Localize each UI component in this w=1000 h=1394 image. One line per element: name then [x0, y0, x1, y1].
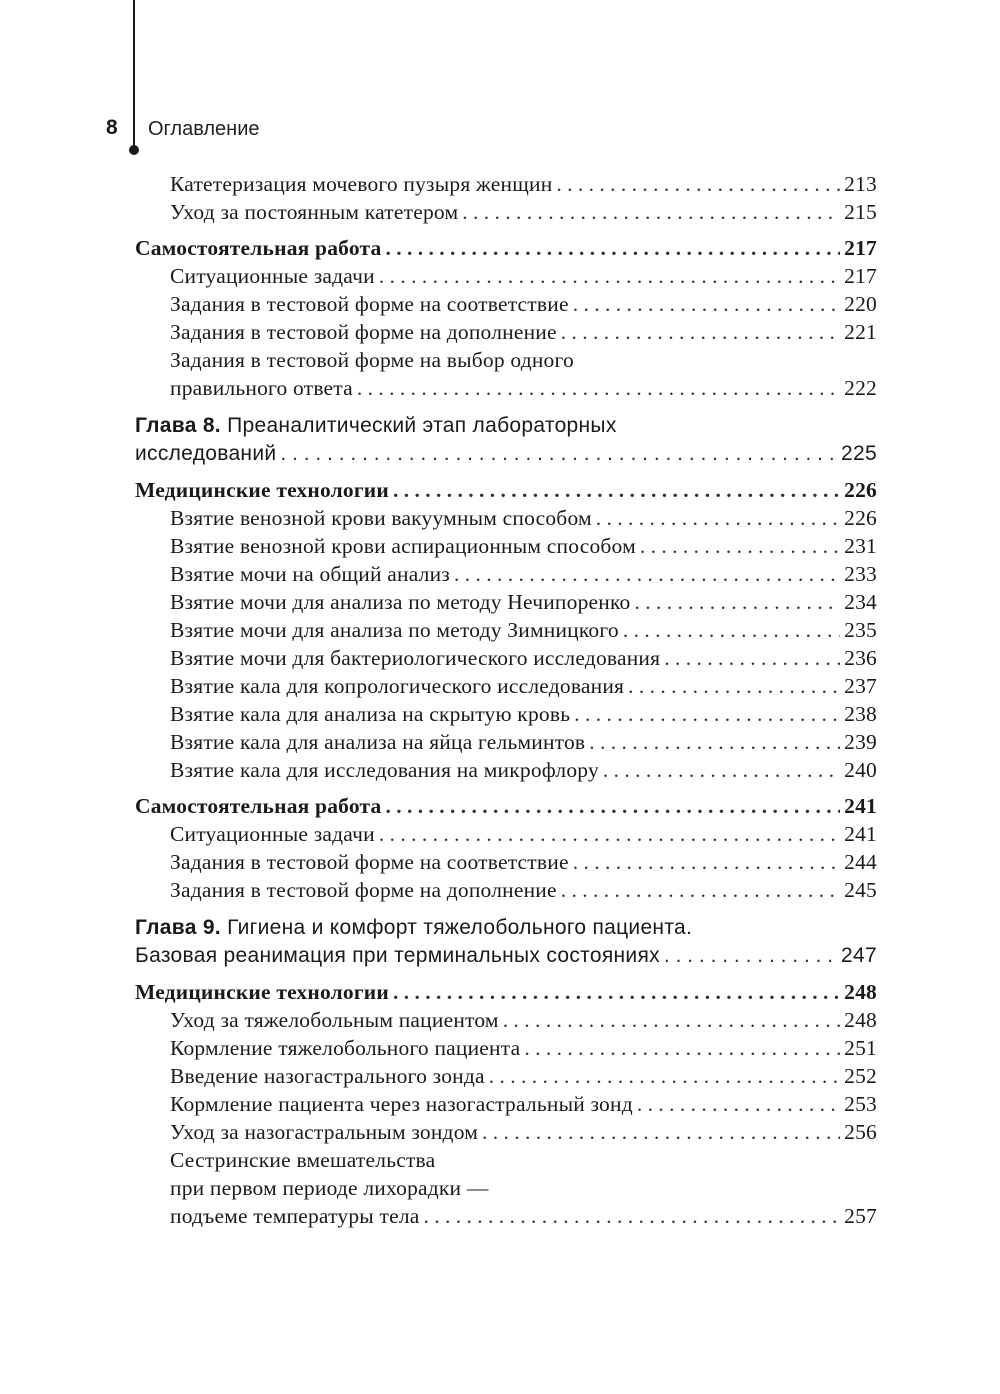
- toc-section-title: Медицинские технологии: [135, 980, 389, 1004]
- toc-section-title: Медицинские технологии: [135, 478, 389, 502]
- dot-leader: [561, 876, 840, 904]
- dot-leader: [454, 560, 840, 588]
- toc-entry-title: Взятие кала для анализа на скрытую кровь: [170, 702, 571, 726]
- toc-entry-title: Задания в тестовой форме на соответствие: [170, 292, 569, 316]
- toc-entry-page: 235: [844, 618, 877, 642]
- toc-entry-page: 257: [844, 1204, 877, 1228]
- dot-leader: [573, 290, 840, 318]
- toc-entry-title: Задания в тестовой форме на дополнение: [170, 878, 557, 902]
- toc-entry-title: Взятие кала для копрологического исследования: [170, 674, 625, 698]
- dot-leader: [589, 728, 840, 756]
- chapter-title: исследований: [135, 442, 277, 465]
- toc-entry: [135, 1006, 877, 1034]
- toc-entry-page: 256: [844, 1120, 877, 1144]
- dot-leader: [385, 792, 840, 820]
- dot-leader: [503, 1006, 840, 1034]
- toc-entry-page: 233: [844, 562, 877, 586]
- toc-entry-title: Взятие мочи для анализа по методу Нечипоренко: [170, 590, 631, 614]
- toc-entry-title: Взятие мочи для анализа по методу Зимницкого: [170, 618, 619, 642]
- toc-entry-title-line: Сестринские вмешательства: [170, 1148, 436, 1172]
- toc-section-page: 241: [844, 794, 877, 818]
- toc-entry: [135, 728, 877, 756]
- table-of-contents: [135, 170, 877, 1230]
- toc-entry-page: 234: [844, 590, 877, 614]
- dot-leader: [573, 848, 840, 876]
- toc-entry-page: 240: [844, 758, 877, 782]
- toc-entry: [135, 262, 877, 290]
- toc-section-title: Самостоятельная работа: [135, 794, 382, 818]
- toc-entry-page: 241: [844, 822, 877, 846]
- dot-leader: [640, 532, 840, 560]
- dot-leader: [637, 1090, 840, 1118]
- dot-leader: [628, 672, 840, 700]
- chapter-page: 247: [841, 944, 877, 967]
- toc-entry-title: Ситуационные задачи: [170, 822, 375, 846]
- chapter-page: 225: [841, 442, 877, 465]
- toc-entry-title: Задания в тестовой форме на дополнение: [170, 320, 557, 344]
- toc-entry-title: Кормление пациента через назогастральный зонд: [170, 1092, 633, 1116]
- dot-leader: [462, 198, 840, 226]
- dot-leader: [664, 942, 837, 970]
- dot-leader: [357, 374, 840, 402]
- toc-entry: [135, 848, 877, 876]
- dot-leader: [379, 262, 840, 290]
- toc-entry: [135, 588, 877, 616]
- toc-entry: [135, 756, 877, 784]
- dot-leader: [393, 476, 840, 504]
- toc-entry: [135, 644, 877, 672]
- running-title: Оглавление: [148, 118, 260, 140]
- chapter-title-line: Преаналитический этап лабораторных: [227, 414, 617, 437]
- toc-entry: [135, 318, 877, 346]
- dot-leader: [623, 616, 840, 644]
- toc-entry: [135, 616, 877, 644]
- toc-entry-page: 226: [844, 506, 877, 530]
- toc-entry-page: 252: [844, 1064, 877, 1088]
- toc-entry-page: 253: [844, 1092, 877, 1116]
- toc-entry-title: Уход за постоянным катетером: [170, 200, 459, 224]
- dot-leader: [524, 1034, 840, 1062]
- dot-leader: [379, 820, 840, 848]
- toc-entry-title: Взятие кала для анализа на яйца гельминтов: [170, 730, 586, 754]
- toc-section: [135, 234, 877, 262]
- toc-entry-page: 244: [844, 850, 877, 874]
- toc-entry-title: Взятие мочи для бактериологического исследования: [170, 646, 661, 670]
- toc-chapter: [135, 914, 877, 970]
- toc-entry: [135, 170, 877, 198]
- toc-entry-title: Задания в тестовой форме на соответствие: [170, 850, 569, 874]
- toc-entry: [135, 504, 877, 532]
- dot-leader: [424, 1202, 841, 1230]
- dot-leader: [385, 234, 840, 262]
- toc-entry-page: 217: [844, 264, 877, 288]
- dot-leader: [664, 644, 840, 672]
- toc-entry: [135, 1062, 877, 1090]
- dot-leader: [489, 1062, 840, 1090]
- toc-entry-page: 221: [844, 320, 877, 344]
- toc-entry: [135, 198, 877, 226]
- toc-entry: [135, 700, 877, 728]
- chapter-label: Глава 9.: [135, 916, 221, 939]
- toc-entry-page: 251: [844, 1036, 877, 1060]
- toc-entry-title: Уход за тяжелобольным пациентом: [170, 1008, 499, 1032]
- dot-leader: [280, 440, 837, 468]
- toc-entry-title: Кормление тяжелобольного пациента: [170, 1036, 521, 1060]
- toc-entry: [135, 1146, 877, 1230]
- chapter-label: Глава 8.: [135, 414, 221, 437]
- toc-entry-page: 238: [844, 702, 877, 726]
- toc-section-page: 217: [844, 236, 877, 260]
- dot-leader: [556, 170, 840, 198]
- toc-entry: [135, 1034, 877, 1062]
- toc-entry-title: Взятие венозной крови вакуумным способом: [170, 506, 592, 530]
- toc-entry: [135, 672, 877, 700]
- dot-leader: [561, 318, 840, 346]
- dot-leader: [603, 756, 840, 784]
- toc-section: [135, 476, 877, 504]
- toc-section: [135, 792, 877, 820]
- toc-entry-title: Ситуационные задачи: [170, 264, 375, 288]
- toc-entry: [135, 820, 877, 848]
- toc-entry: [135, 1090, 877, 1118]
- toc-entry-title-line: при первом периоде лихорадки —: [170, 1176, 489, 1200]
- toc-entry-page: 237: [844, 674, 877, 698]
- toc-entry-page: 248: [844, 1008, 877, 1032]
- toc-entry-page: 215: [844, 200, 877, 224]
- toc-entry-page: 239: [844, 730, 877, 754]
- page-number: 8: [106, 116, 118, 139]
- toc-entry-page: 220: [844, 292, 877, 316]
- dot-leader: [596, 504, 840, 532]
- chapter-title-line: Гигиена и комфорт тяжелобольного пациента.: [227, 916, 693, 939]
- toc-entry: [135, 346, 877, 402]
- toc-entry-title: Взятие кала для исследования на микрофлору: [170, 758, 599, 782]
- dot-leader: [482, 1118, 840, 1146]
- toc-entry: [135, 1118, 877, 1146]
- toc-entry-page: 231: [844, 534, 877, 558]
- toc-entry-page: 222: [844, 376, 877, 400]
- toc-entry-title: Введение назогастрального зонда: [170, 1064, 485, 1088]
- toc-section: [135, 978, 877, 1006]
- toc-entry-title: Уход за назогастральным зондом: [170, 1120, 479, 1144]
- toc-entry-title-line: Задания в тестовой форме на выбор одного: [170, 348, 574, 372]
- toc-entry-title: Взятие мочи на общий анализ: [170, 562, 450, 586]
- toc-entry-page: 236: [844, 646, 877, 670]
- toc-section-page: 248: [844, 980, 877, 1004]
- toc-entry: [135, 876, 877, 904]
- toc-entry: [135, 290, 877, 318]
- rule-dot: [129, 145, 139, 155]
- dot-leader: [393, 978, 840, 1006]
- toc-entry: [135, 532, 877, 560]
- dot-leader: [635, 588, 841, 616]
- toc-section-title: Самостоятельная работа: [135, 236, 382, 260]
- toc-entry-title: правильного ответа: [170, 376, 353, 400]
- toc-section-page: 226: [844, 478, 877, 502]
- chapter-title: Базовая реанимация при терминальных состояниях: [135, 944, 660, 967]
- toc-entry-page: 213: [844, 172, 877, 196]
- toc-chapter: [135, 412, 877, 468]
- vertical-rule: [133, 0, 135, 150]
- toc-entry-title: Взятие венозной крови аспирационным способом: [170, 534, 636, 558]
- toc-entry-title: подъеме температуры тела: [170, 1204, 420, 1228]
- toc-entry: [135, 560, 877, 588]
- toc-entry-title: Катетеризация мочевого пузыря женщин: [170, 172, 553, 196]
- dot-leader: [574, 700, 840, 728]
- toc-entry-page: 245: [844, 878, 877, 902]
